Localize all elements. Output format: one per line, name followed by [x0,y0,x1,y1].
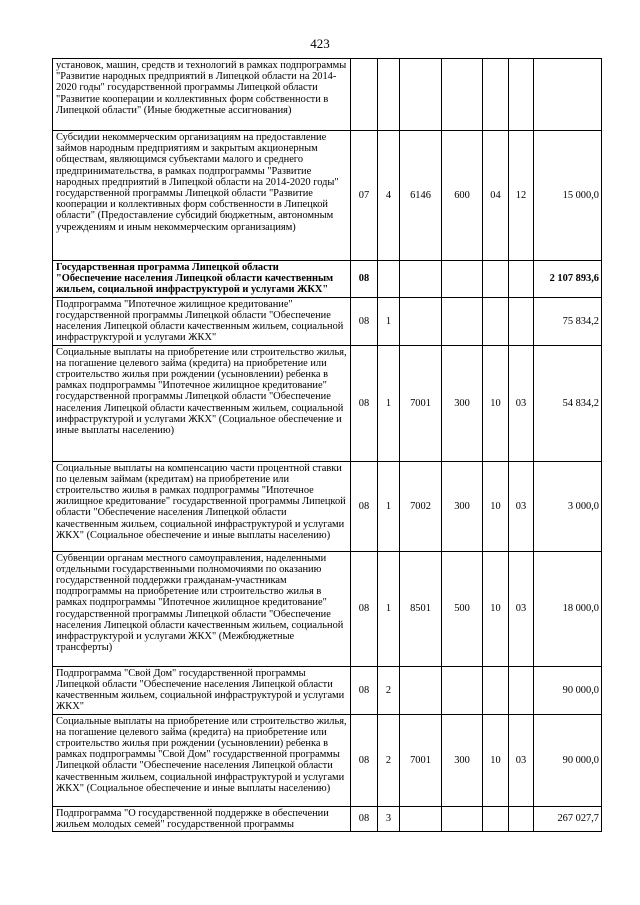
table-row [53,714,602,806]
code-cell-c2: 2 [378,666,400,714]
code-cell-c3: 7001 [400,345,442,461]
code-cell-c2: 4 [378,131,400,261]
code-cell-c3: 7002 [400,461,442,551]
amount-cell: 18 000,0 [534,551,602,666]
code-cell-c4 [442,806,483,831]
code-cell-c6: 03 [509,714,534,806]
amount-cell: 90 000,0 [534,666,602,714]
code-cell-c5: 10 [483,714,509,806]
code-cell-c3 [400,297,442,345]
amount-cell: 267 027,7 [534,806,602,831]
code-cell-c3: 7001 [400,714,442,806]
code-cell-c4 [442,666,483,714]
code-cell-c5 [483,261,509,298]
code-cell-c1: 08 [351,261,378,298]
row-description: Подпрограмма "Свой Дом" государственной программы Липецкой области "Обеспечение населения Липецкой области качественным жильем, социальной инфраструктурой и услугами ЖКХ" [53,666,351,714]
code-cell-c5: 10 [483,461,509,551]
code-cell-c1 [351,59,378,131]
code-cell-c1: 08 [351,345,378,461]
code-cell-c6: 03 [509,551,534,666]
code-cell-c4 [442,297,483,345]
table-row [53,59,602,131]
code-cell-c4 [442,261,483,298]
amount-cell: 3 000,0 [534,461,602,551]
code-cell-c5 [483,297,509,345]
code-cell-c6: 03 [509,461,534,551]
code-cell-c4: 600 [442,131,483,261]
amount-cell: 54 834,2 [534,345,602,461]
code-cell-c6 [509,59,534,131]
code-cell-c2 [378,59,400,131]
table-row [53,261,602,298]
code-cell-c1: 08 [351,666,378,714]
code-cell-c2: 1 [378,297,400,345]
code-cell-c5: 10 [483,345,509,461]
code-cell-c2: 1 [378,551,400,666]
row-description: Социальные выплаты на компенсацию части процентной ставки по целевым займам (кредитам) на приобретение или строительство жилья в рамках подпрограммы "Ипотечное жилищное кредитование" государственной программы Липецкой области "Обеспечение населения Липецкой области качественным жильем, социальной инфраструктурой и услугами ЖКХ" (Социальное обеспечение и иные выплаты населению) [53,461,351,551]
code-cell-c3: 6146 [400,131,442,261]
table-row [53,297,602,345]
code-cell-c6 [509,806,534,831]
code-cell-c3 [400,59,442,131]
amount-cell: 15 000,0 [534,131,602,261]
table-row [53,551,602,666]
code-cell-c6 [509,261,534,298]
amount-cell [534,59,602,131]
code-cell-c1: 08 [351,297,378,345]
code-cell-c2: 3 [378,806,400,831]
code-cell-c5 [483,59,509,131]
amount-cell: 2 107 893,6 [534,261,602,298]
code-cell-c1: 07 [351,131,378,261]
code-cell-c2: 1 [378,345,400,461]
code-cell-c2: 1 [378,461,400,551]
code-cell-c4: 500 [442,551,483,666]
code-cell-c6: 03 [509,345,534,461]
code-cell-c3 [400,666,442,714]
code-cell-c1: 08 [351,461,378,551]
code-cell-c4 [442,59,483,131]
code-cell-c2: 2 [378,714,400,806]
table-row [53,806,602,831]
budget-table [52,58,602,832]
row-description: Подпрограмма "Ипотечное жилищное кредитование" государственной программы Липецкой области "Обеспечение населения Липецкой области качественным жильем, социальной инфраструктурой и услугами ЖКХ" [53,297,351,345]
code-cell-c5: 10 [483,551,509,666]
table-row [53,461,602,551]
table-row [53,666,602,714]
code-cell-c5 [483,806,509,831]
code-cell-c1: 08 [351,551,378,666]
code-cell-c3 [400,261,442,298]
code-cell-c5: 04 [483,131,509,261]
code-cell-c4: 300 [442,345,483,461]
code-cell-c6 [509,666,534,714]
page-number: 423 [310,36,330,51]
table-row [53,345,602,461]
code-cell-c4: 300 [442,461,483,551]
amount-cell: 75 834,2 [534,297,602,345]
code-cell-c3 [400,806,442,831]
code-cell-c6 [509,297,534,345]
row-description: Подпрограмма "О государственной поддержке в обеспечении жильем молодых семей" государственной программы [53,806,351,831]
row-description: Государственная программа Липецкой области "Обеспечение населения Липецкой области качественным жильем, социальной инфраструктурой и услугами ЖКХ" [53,261,351,298]
row-description: Социальные выплаты на приобретение или строительство жилья, на погашение целевого займа (кредита) на приобретение или строительство жилья при рождении (усыновлении) ребенка в рамках подпрограммы "Свой Дом" государственной программы Липецкой области "Обеспечение населения Липецкой области качественным жильем, социальной инфраструктурой и услугами ЖКХ" (Социальное обеспечение и иные выплаты населению) [53,714,351,806]
code-cell-c6: 12 [509,131,534,261]
row-description: установок, машин, средств и технологий в рамках подпрограммы "Развитие народных предприятий в Липецкой области на 2014-2020 годы" государственной программы Липецкой области "Развитие кооперации и коллективных форм собственности в Липецкой области" (Иные бюджетные ассигнования) [53,59,351,131]
code-cell-c1: 08 [351,714,378,806]
code-cell-c5 [483,666,509,714]
code-cell-c4: 300 [442,714,483,806]
code-cell-c2 [378,261,400,298]
row-description: Субсидии некоммерческим организациям на предоставление займов народным предприятиям и закрытым акционерным обществам, являющимся субъектами малого и среднего предпринимательства, в рамках подпрограммы "Развитие народных предприятий в Липецкой области на 2014-2020 годы" государственной программы Липецкой области "Развитие кооперации и коллективных форм собственности в Липецкой области" (Предоставление субсидий бюджетным, автономным учреждениям и иным некоммерческим организациям) [53,131,351,261]
table-row [53,131,602,261]
amount-cell: 90 000,0 [534,714,602,806]
row-description: Субвенции органам местного самоуправления, наделенными отдельными государственными полномочиями по оказанию государственной поддержки гражданам-участникам подпрограммы на приобретение или строительство жилья в рамках подпрограммы "Ипотечное жилищное кредитование" государственной программы Липецкой области "Обеспечение населения Липецкой области качественным жильем, социальной инфраструктурой и услугами ЖКХ" (Межбюджетные трансферты) [53,551,351,666]
code-cell-c3: 8501 [400,551,442,666]
row-description: Социальные выплаты на приобретение или строительство жилья, на погашение целевого займа (кредита) на приобретение или строительство жилья при рождении (усыновлении) ребенка в рамках подпрограммы "Ипотечное жилищное кредитование" государственной программы Липецкой области "Обеспечение населения Липецкой области качественным жильем, социальной инфраструктурой и услугами ЖКХ" (Социальное обеспечение и иные выплаты населению) [53,345,351,461]
code-cell-c1: 08 [351,806,378,831]
